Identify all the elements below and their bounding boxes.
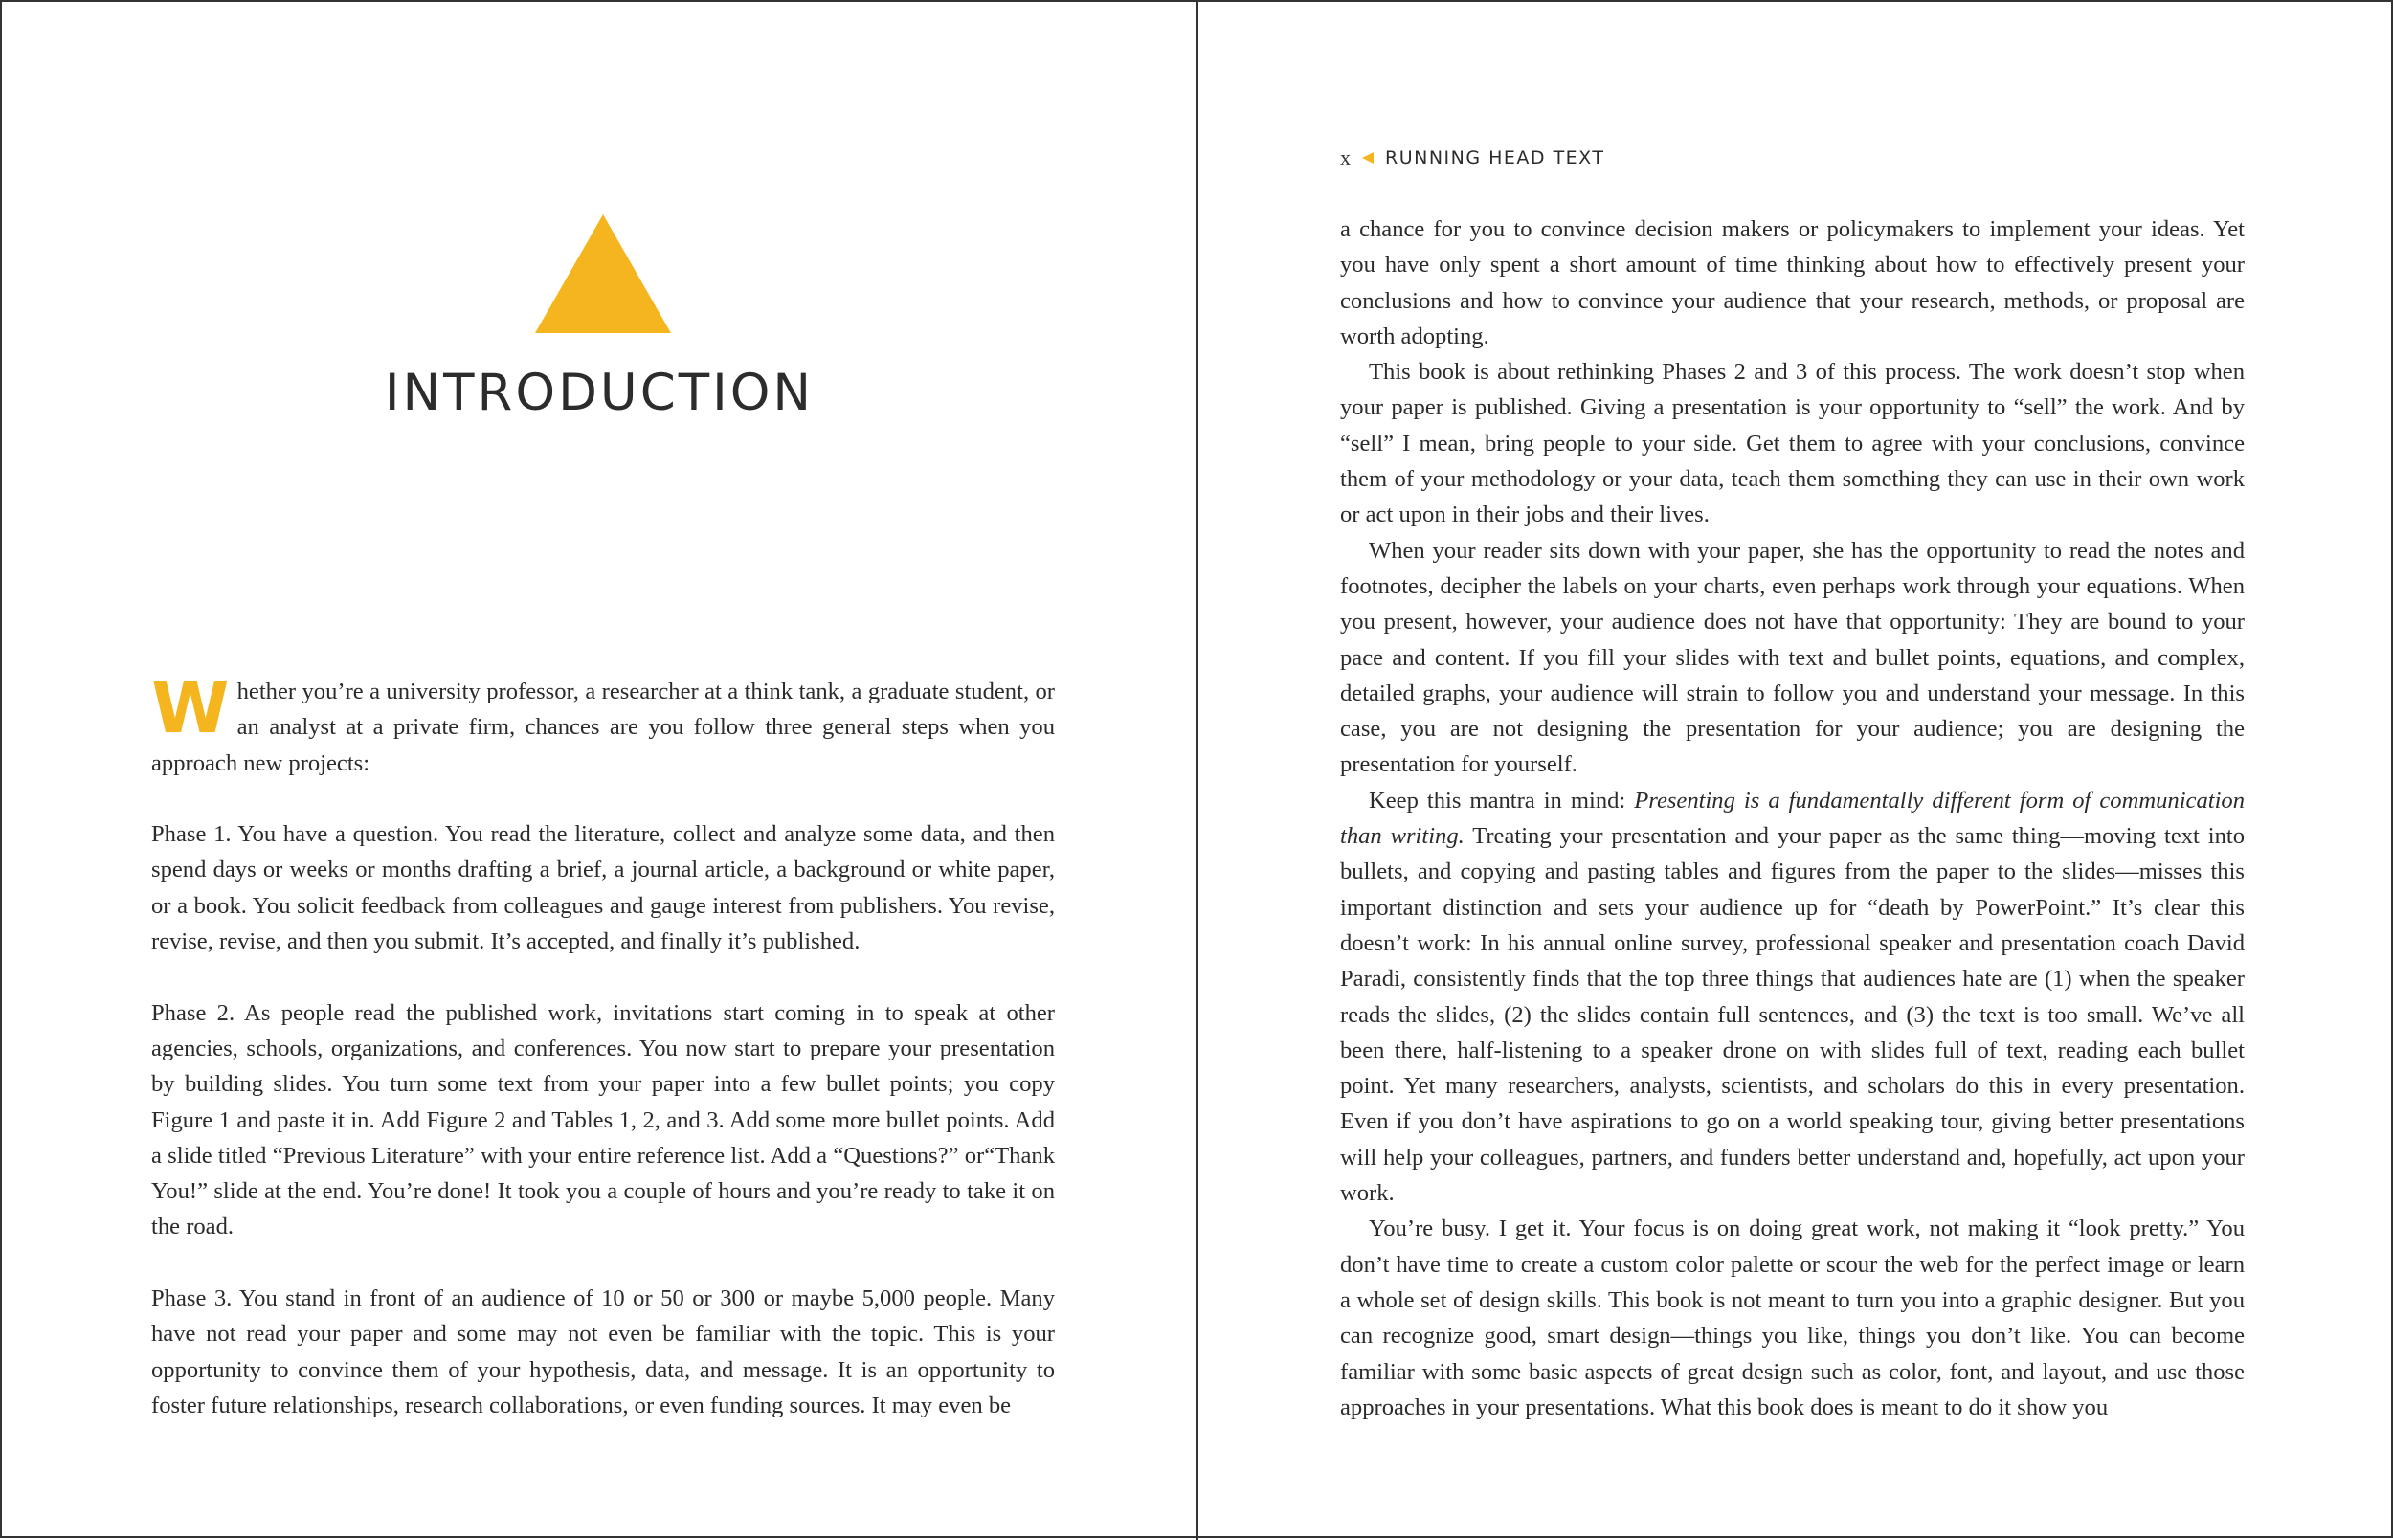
phase2-paragraph: Phase 2. As people read the published work, invitations start coming in to speak at other agencies, schools, organizations, and conferences. You now start to prepare your presentation by building slides. You turn some text from your paper into a few bullet points; you copy Figure 1 and paste it in. Add Figure 2 and Tables 1, 2, and 3. Add some more bullet points. Add a slide titled “Previous Literature” with your entire reference list. Add a “Questions?” or“Thank You!” slide at the end. You’re done! It took you a couple of hours and you’re ready to take it on the road. [151, 999, 1055, 1240]
paragraph-1: a chance for you to convince decision makers or policymakers to implement your ideas. Yet you have only spent a short amount of time thinking about how to effectively present your conclusions and how to convince your audience that your research, methods, or proposal are worth adopting. [1340, 216, 2245, 349]
left-body-text [151, 667, 1055, 1460]
right-page [1198, 2, 2393, 1540]
running-head [1340, 145, 1604, 170]
left-arrow-icon [1362, 152, 1374, 164]
drop-cap: W [151, 667, 230, 749]
paragraph-4 [1340, 783, 2245, 1212]
phase1-paragraph: Phase 1. You have a question. You read the literature, collect and analyze some data, and then spend days or weeks or months drafting a brief, a journal article, a background or white paper, or a book. You solicit feedback from colleagues and gauge interest from publishers. You revise, revise, revise, and then you submit. It’s accepted, and finally it’s published. [151, 821, 1055, 955]
mantra-italic: Presenting is a fundamentally different form of communication than writing. [1340, 787, 2245, 850]
intro-paragraph [151, 667, 1055, 781]
mantra-lead: Keep this mantra in mind: [1369, 787, 1635, 814]
paragraph-3: When your reader sits down with your paper, she has the opportunity to read the notes and footnotes, decipher the labels on your charts, even perhaps work through your equations. When you present, however, your audience does not have that opportunity: They are bound to your pace and content. If you fill your slides with text and bullet points, equations, and complex, detailed graphs, your audience will strain to follow you and understand your message. In this case, you are not designing the presentation for your audience; you are designing the presentation for yourself. [1340, 537, 2245, 778]
triangle-icon [535, 214, 671, 333]
paragraph-2: This book is about rethinking Phases 2 and 3 of this process. The work doesn’t stop when your paper is published. Giving a presentation is your opportunity to “sell” the work. And by “sell” I mean, bring people to your side. Get them to agree with your conclusions, convince them of your methodology or your data, teach them something they can use in their own work or act upon in their jobs and their lives. [1340, 359, 2245, 528]
right-body-text [1340, 212, 2245, 1425]
left-page [2, 2, 1196, 1540]
paragraph-5: You’re busy. I get it. Your focus is on doing great work, not making it “look pretty.” You don’t have time to create a custom color palette or scour the web for the perfect image or learn a whole set of design skills. This book is not meant to turn you into a graphic designer. But you can recognize good, smart design—things you like, things you don’t like. You can become familiar with some basic aspects of great design such as color, font, and layout, and use those approaches in your presentations. What this book does is meant to do it show you [1340, 1216, 2245, 1420]
phase3-paragraph: Phase 3. You stand in front of an audience of 10 or 50 or 300 or maybe 5,000 people. Many have not read your paper and some may not even be familiar with the topic. This is your opportunity to convince them of your hypothesis, data, and message. It is an opportunity to foster future relationships, research collaborations, or even funding sources. It may even be [151, 1285, 1055, 1418]
chapter-title: INTRODUCTION [384, 364, 815, 422]
mantra-rest: Treating your presentation and your paper as the same thing—moving text into bullets, and copying and pasting tables and figures from the paper to the slides—misses this important distinction and sets your audience up for “death by PowerPoint.” It’s clear this doesn’t work: In his annual online survey, professional speaker and presentation coach David Paradi, consistently finds that the top three things that audiences hate are (1) when the speaker reads the slides, (2) the slides contain full sentences, and (3) the text is too small. We’ve all been there, half-listening to a speaker drone on with slides full of text, reading each bullet point. Yet many researchers, analysts, scientists, and scholars do this in every presentation. Even if you don’t have aspirations to go on a world speaking tour, giving better presentations will help your colleagues, partners, and funders better understand and, hopefully, act upon your work. [1340, 823, 2245, 1207]
running-head-text: RUNNING HEAD TEXT [1385, 147, 1605, 168]
intro-text: hether you’re a university professor, a researcher at a think tank, a graduate student, or an analyst at a private firm, chances are you follow three general steps when you approach new projects: [151, 679, 1055, 776]
page-number: x [1340, 145, 1351, 169]
